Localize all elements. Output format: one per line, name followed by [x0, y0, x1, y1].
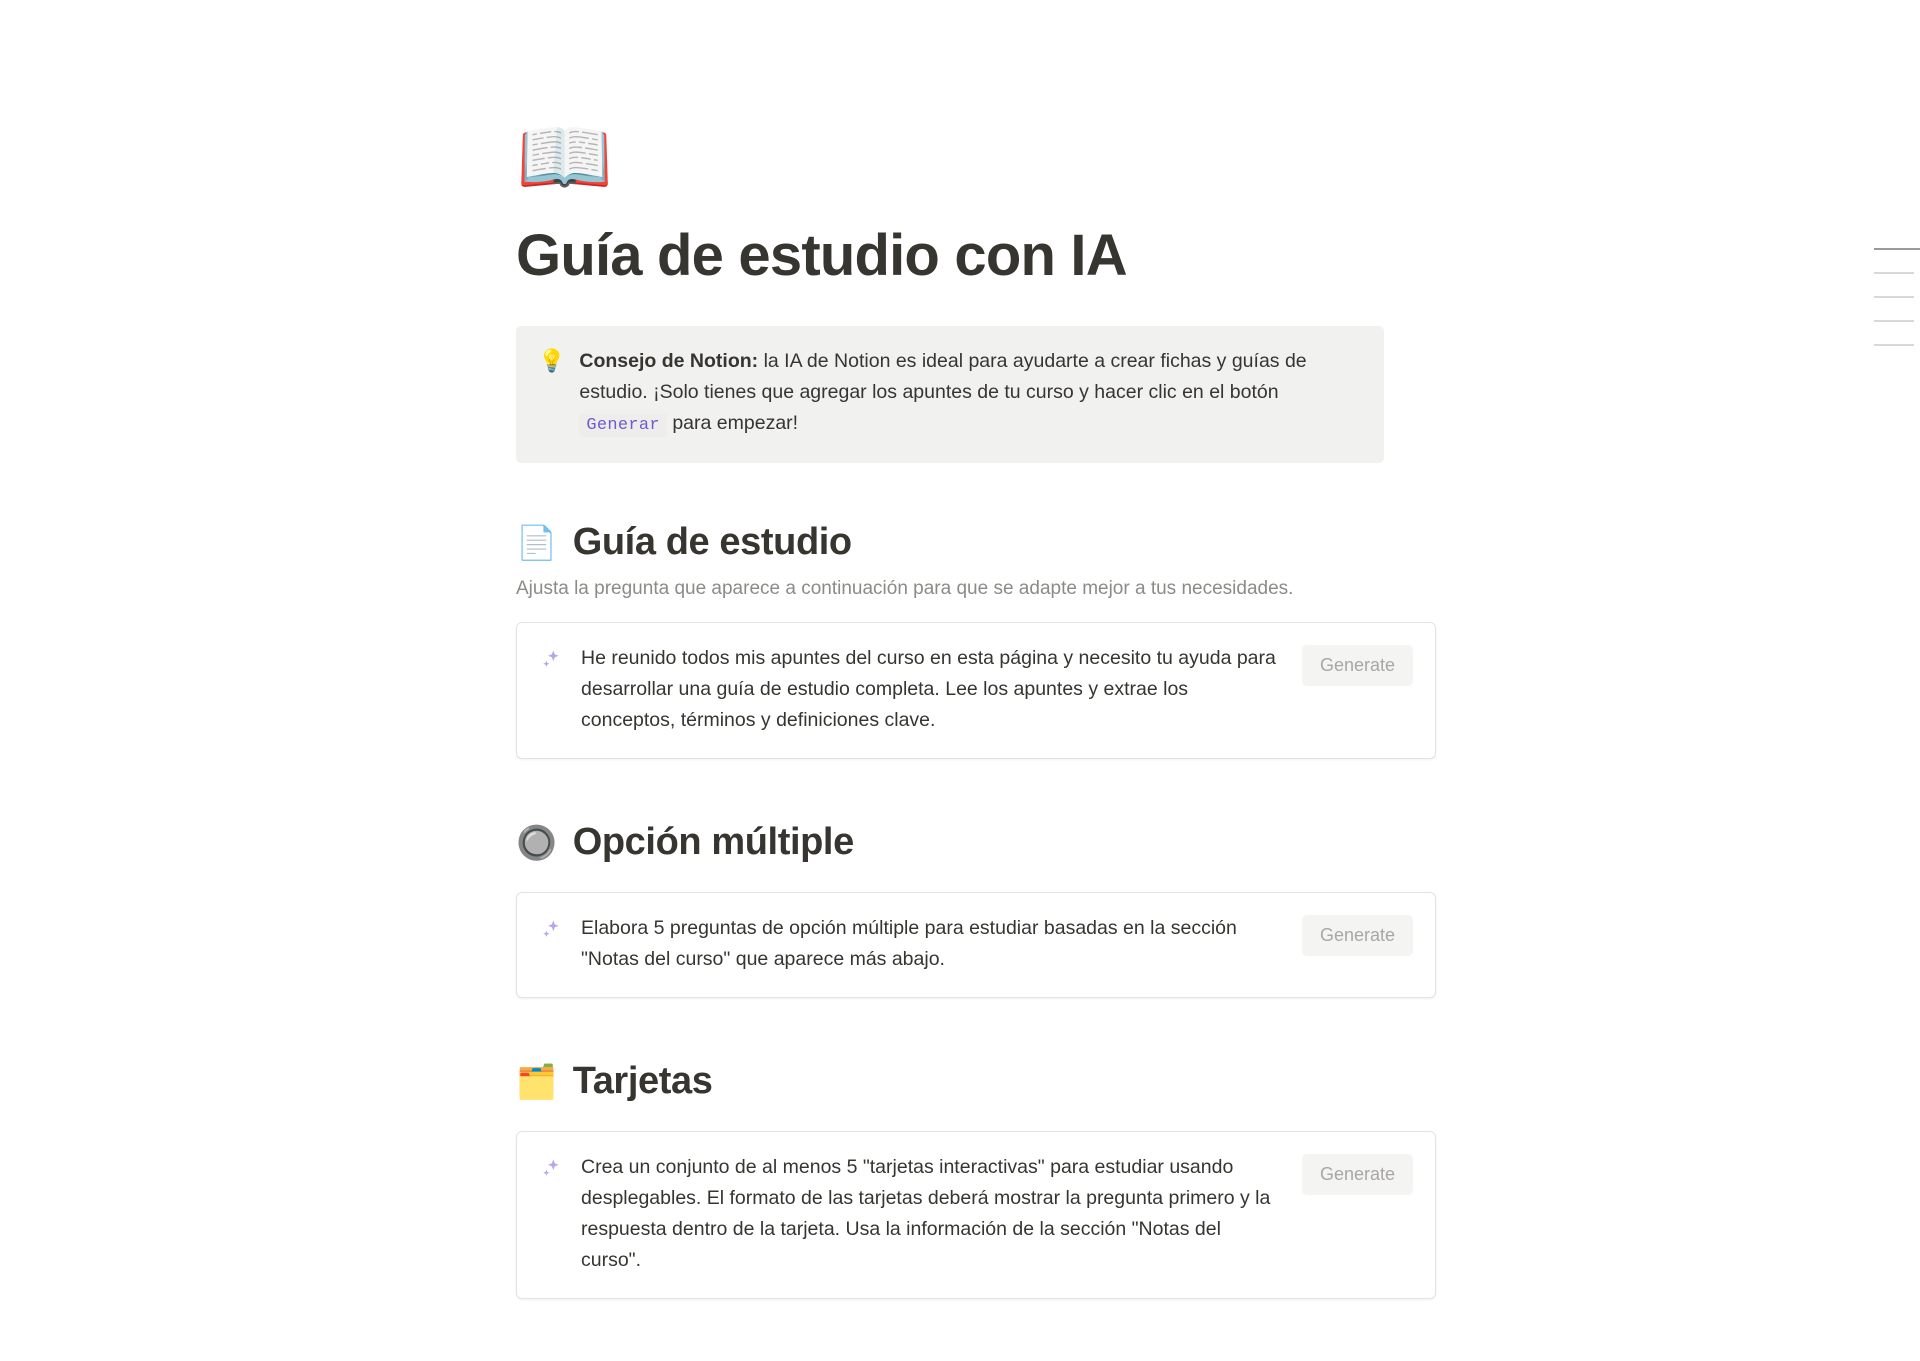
scroll-mark	[1874, 296, 1914, 298]
section-description: Ajusta la pregunta que aparece a continuación para que se adapte mejor a tus necesidades.	[516, 577, 1294, 599]
ai-prompt-text[interactable]: Crea un conjunto de al menos 5 "tarjetas interactivas" para estudiar usando desplegables. El formato de las tarjetas deberá mostrar la pregunta primero y la respuesta dentro de la tarjeta. Usa la información de la sección "Notas del curso".	[581, 1155, 1271, 1271]
tip-callout-label: Consejo de Notion:	[579, 349, 759, 372]
scroll-mark	[1874, 272, 1914, 274]
section-title: Opción múltiple	[572, 820, 854, 863]
section-heading-flashcards	[516, 1060, 1436, 1103]
section-heading-study-guide	[516, 521, 1436, 564]
section-study-guide	[516, 521, 1436, 759]
page-title: Guía de estudio con IA	[516, 223, 1127, 288]
tip-callout-text	[579, 346, 1362, 441]
ai-sparkle-icon	[539, 647, 565, 673]
scroll-position-marks[interactable]	[1874, 248, 1920, 368]
ai-prompt-text[interactable]: Elabora 5 preguntas de opción múltiple para estudiar basadas en la sección "Notas del curso" que aparece más abajo.	[581, 916, 1237, 970]
page-content	[516, 0, 1436, 1361]
tip-callout-body-1: la IA de Notion es ideal para ayudarte a crear fichas y guías de estudio. ¡Solo tienes que agregar los apuntes de tu curso y hacer clic en el botón	[579, 349, 1307, 403]
page-icon-book-icon[interactable]: 📖	[516, 113, 614, 201]
scroll-mark	[1874, 248, 1920, 250]
radio-button-icon: 🔘	[516, 823, 557, 861]
generate-button[interactable]: Generate	[1302, 645, 1413, 686]
scroll-mark	[1874, 344, 1914, 346]
section-heading-multiple-choice	[516, 821, 1436, 864]
scroll-mark	[1874, 320, 1914, 322]
section-flashcards	[516, 1060, 1436, 1299]
document-icon: 📄	[516, 523, 557, 561]
tip-callout	[516, 326, 1384, 463]
section-title: Guía de estudio	[572, 520, 852, 563]
ai-sparkle-icon	[539, 1156, 565, 1182]
ai-prompt-block-multiple-choice[interactable]	[516, 892, 1436, 998]
ai-prompt-block-study-guide[interactable]	[516, 622, 1436, 759]
card-index-dividers-icon: 🗂️	[516, 1062, 557, 1100]
generate-button[interactable]: Generate	[1302, 915, 1413, 956]
tip-callout-body-2: para empezar!	[666, 411, 799, 434]
ai-sparkle-icon	[539, 917, 565, 943]
ai-prompt-block-flashcards[interactable]	[516, 1131, 1436, 1299]
section-multiple-choice	[516, 821, 1436, 998]
generate-button[interactable]: Generate	[1302, 1154, 1413, 1195]
generar-code-chip: Generar	[579, 414, 667, 437]
section-title: Tarjetas	[572, 1059, 713, 1102]
lightbulb-icon: 💡	[538, 347, 566, 373]
ai-prompt-text[interactable]: He reunido todos mis apuntes del curso en esta página y necesito tu ayuda para desarrollar una guía de estudio completa. Lee los apuntes y extrae los conceptos, términos y definiciones clave.	[581, 646, 1276, 731]
